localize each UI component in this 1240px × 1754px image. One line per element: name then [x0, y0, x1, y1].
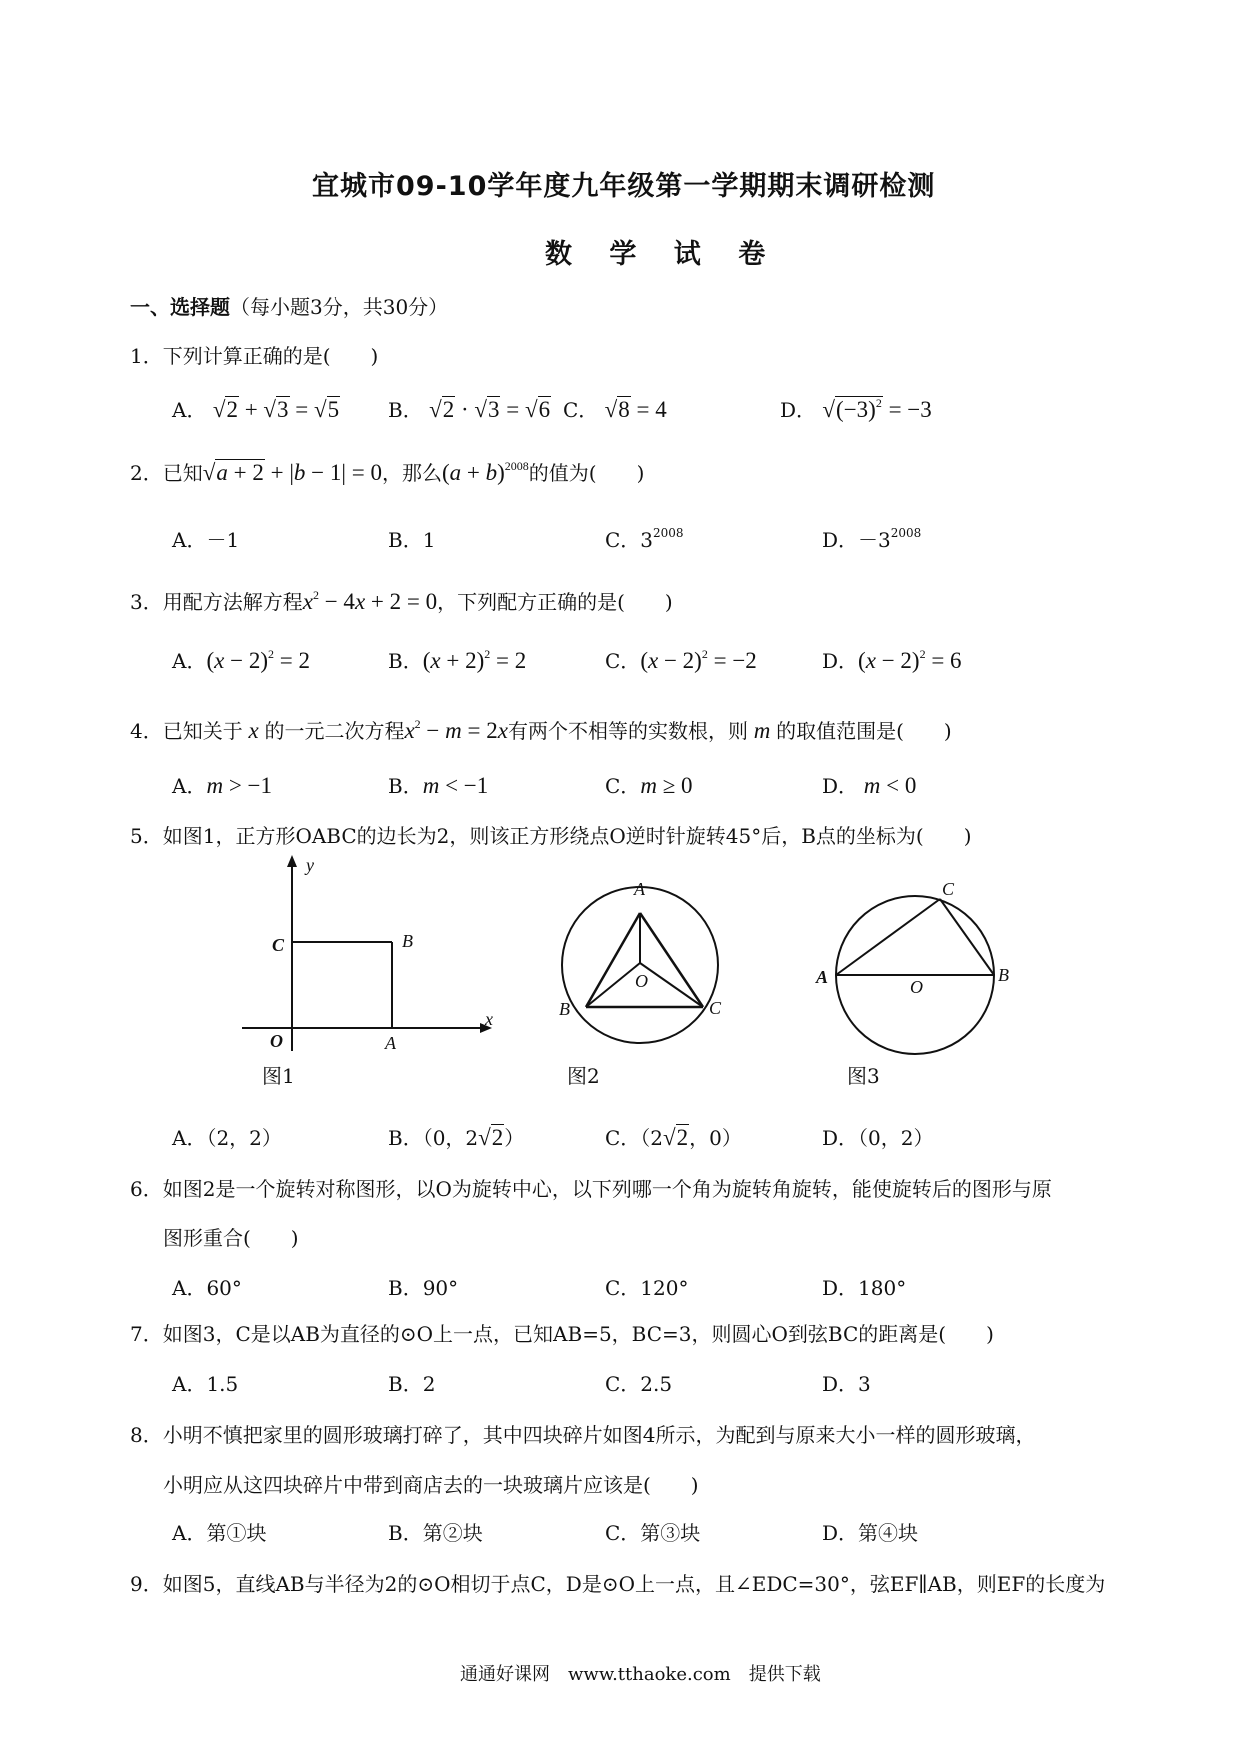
q5-option-c [605, 1122, 742, 1151]
math-expression: m < 0 [863, 773, 917, 798]
page-title: 宜城市09-10学年度九年级第一学期期末调研检测 [312, 171, 936, 202]
q1-option-b [388, 394, 551, 423]
q5-option-a: A．（2，2） [172, 1126, 282, 1150]
q6-option-d: D．180° [822, 1276, 907, 1300]
figure-3-caption: 图3 [847, 1064, 880, 1088]
triangle-side-ca [640, 913, 703, 1007]
question-number: 5． [130, 824, 163, 848]
option-text: D．－3 [822, 528, 891, 552]
math-expression: $x^2 - 4x + 2 = 0$ [302, 588, 438, 614]
q3-option-d [822, 645, 962, 674]
label-b: B [402, 931, 413, 951]
math-expression: $(x - 2)^2 = 2$ [206, 647, 310, 673]
option-letter: B． [388, 649, 423, 673]
question-stem: 的一元二次方程 [264, 719, 405, 743]
q7-option-d: D．3 [822, 1372, 871, 1396]
q8-option-b: B．第②块 [388, 1521, 483, 1545]
math-expression: √2 · √3 = √6 [429, 397, 551, 422]
question-9 [130, 1568, 1105, 1597]
option-letter: C． [605, 649, 641, 673]
label-x: x [485, 1009, 493, 1029]
option-letter: B． [388, 398, 423, 422]
question-stem: ，下列配方正确的是( ) [437, 590, 673, 614]
math-expression: √2 [478, 1125, 504, 1150]
q6-option-a: A．60° [172, 1276, 242, 1300]
q3-option-a [172, 645, 310, 674]
q8-option-c: C．第③块 [605, 1521, 701, 1545]
label-o: O [270, 1031, 283, 1051]
option-letter: D． [822, 774, 859, 798]
question-2 [130, 457, 644, 486]
section-note: （每小题3分，共30分） [230, 295, 449, 319]
q3-option-c [605, 645, 757, 674]
figure-1-coordinate-square [230, 855, 500, 1055]
question-stem: 如图2是一个旋转对称图形，以O为旋转中心，以下列哪一个角为旋转角旋转，能使旋转后的图形与原 [162, 1177, 1052, 1201]
question-stem: 如图1，正方形OABC的边长为2，则该正方形绕点O逆时针旋转45°后，B点的坐标为( ) [162, 824, 972, 848]
q1-option-a [172, 394, 340, 423]
q4-option-b [388, 770, 488, 799]
question-stem: 的值为( ) [528, 461, 645, 485]
question-5 [130, 820, 972, 849]
q8-option-a: A．第①块 [172, 1521, 267, 1545]
q6-option-b: B．90° [388, 1276, 459, 1300]
q5-option-b [388, 1122, 524, 1151]
question-stem: 如图3，C是以AB为直径的⊙O上一点，已知AB=5，BC=3，则圆心O到弦BC的距离是( ) [162, 1322, 994, 1346]
label-b: B [559, 999, 570, 1019]
question-number: 2． [130, 461, 163, 485]
option-letter: B． [388, 774, 423, 798]
math-expression: m < −1 [422, 773, 489, 798]
question-number: 7． [130, 1322, 163, 1346]
q2-option-c [605, 524, 684, 553]
question-number: 6． [130, 1177, 163, 1201]
question-6-line2: 图形重合( ) [163, 1226, 299, 1250]
math-expression: m ≥ 0 [640, 773, 693, 798]
question-stem: 如图5，直线AB与半径为2的⊙O相切于点C，D是⊙O上一点，且∠EDC=30°，弦EF∥AB，则EF的长度为 [162, 1572, 1106, 1596]
q1-option-c [563, 394, 667, 423]
figure-2-caption: 图2 [567, 1064, 600, 1088]
question-6 [130, 1173, 1052, 1202]
question-stem: 已知 [162, 461, 203, 485]
option-letter: A． [172, 774, 207, 798]
q1-option-d [780, 394, 932, 423]
math-expression: √2 [663, 1125, 689, 1150]
q7-option-b: B．2 [388, 1372, 436, 1396]
math-variable: m [747, 718, 777, 743]
question-number: 3． [130, 590, 163, 614]
question-number: 1． [130, 344, 163, 368]
option-text: C．3 [605, 528, 654, 552]
math-expression: $√(-3)^2 = -3$ [822, 396, 932, 422]
radius-ob [586, 963, 640, 1007]
question-7 [130, 1318, 994, 1347]
math-expression: √8 = 4 [604, 397, 667, 422]
label-o: O [910, 977, 923, 997]
q3-option-b [388, 645, 526, 674]
question-number: 9． [130, 1572, 163, 1596]
chord-cb [940, 899, 994, 975]
option-text: C．（2 [605, 1126, 664, 1150]
figure-3-circle-diameter [812, 875, 1012, 1055]
option-letter: D． [822, 649, 859, 673]
chord-ac [836, 899, 940, 975]
q5-option-d: D．（0，2） [822, 1126, 934, 1150]
q4-option-c [605, 770, 693, 799]
question-number: 4． [130, 719, 163, 743]
label-y: y [306, 855, 314, 875]
label-c: C [942, 879, 955, 899]
label-o: O [635, 971, 648, 991]
question-stem: 有两个不相等的实数根，则 [507, 719, 748, 743]
question-stem: 的取值范围是( ) [776, 719, 952, 743]
question-stem: ，那么 [381, 461, 442, 485]
label-a: A [816, 967, 829, 987]
label-a: A [385, 1033, 396, 1053]
question-4 [130, 715, 952, 744]
label-c: C [272, 935, 285, 955]
question-3 [130, 586, 673, 615]
q6-option-c: C．120° [605, 1276, 689, 1300]
q4-option-d [822, 770, 916, 799]
q2-option-b: B．1 [388, 528, 436, 552]
circle [562, 887, 718, 1043]
option-text: ，0） [689, 1126, 742, 1150]
math-expression: m > −1 [206, 773, 273, 798]
option-letter: C． [605, 774, 641, 798]
page-subtitle: 数 学 试 卷 [545, 239, 780, 270]
radius-oc [640, 963, 703, 1007]
math-expression: $(x - 2)^2 = -2$ [640, 647, 757, 673]
page-footer: 通通好课网 www.tthaoke.com 提供下载 [460, 1664, 821, 1685]
q2-option-a: A．－1 [172, 528, 240, 552]
superscript: 2008 [653, 526, 684, 540]
option-letter: C． [563, 398, 599, 422]
figure-2-circle-triangle [555, 875, 725, 1055]
question-stem: 下列计算正确的是( ) [162, 344, 379, 368]
figure-1-caption: 图1 [262, 1064, 295, 1088]
triangle-side-ab [586, 913, 640, 1007]
option-letter: A． [172, 398, 207, 422]
section-heading [130, 291, 448, 320]
q7-option-a: A．1.5 [172, 1372, 239, 1396]
label-a: A [634, 879, 645, 899]
section-title: 一、选择题 [130, 295, 230, 319]
math-expression: √2 + √3 = √5 [212, 397, 340, 422]
question-stem: 小明不慎把家里的圆形玻璃打碎了，其中四块碎片如图4所示，为配到与原来大小一样的圆形玻璃， [162, 1423, 1036, 1447]
y-axis-arrow [287, 855, 297, 867]
math-expression: √a + 2 + |b − 1| = 0 [202, 460, 382, 485]
question-1 [130, 340, 378, 369]
math-expression: $(x + 2)^2 = 2$ [422, 647, 527, 673]
math-expression: $x^2 - m = 2x$ [404, 717, 508, 743]
option-text: ） [504, 1126, 525, 1150]
question-8-line2: 小明应从这四块碎片中带到商店去的一块玻璃片应该是( ) [163, 1473, 699, 1497]
q4-option-a [172, 770, 272, 799]
q2-option-d [822, 524, 921, 553]
label-c: C [709, 998, 722, 1018]
question-stem: 已知关于 [162, 719, 243, 743]
question-stem: 用配方法解方程 [162, 590, 303, 614]
superscript: 2008 [890, 526, 922, 540]
q8-option-d: D．第④块 [822, 1521, 919, 1545]
math-expression: $(a + b)^{2008}$ [441, 459, 529, 485]
q7-option-c: C．2.5 [605, 1372, 673, 1396]
option-text: B．（0，2 [388, 1126, 479, 1150]
option-letter: D． [780, 398, 817, 422]
label-b: B [998, 965, 1009, 985]
question-number: 8． [130, 1423, 163, 1447]
question-8 [130, 1419, 1035, 1448]
option-letter: A． [172, 649, 207, 673]
math-variable: x [242, 718, 265, 743]
math-expression: $(x - 2)^2 = 6$ [858, 647, 962, 673]
